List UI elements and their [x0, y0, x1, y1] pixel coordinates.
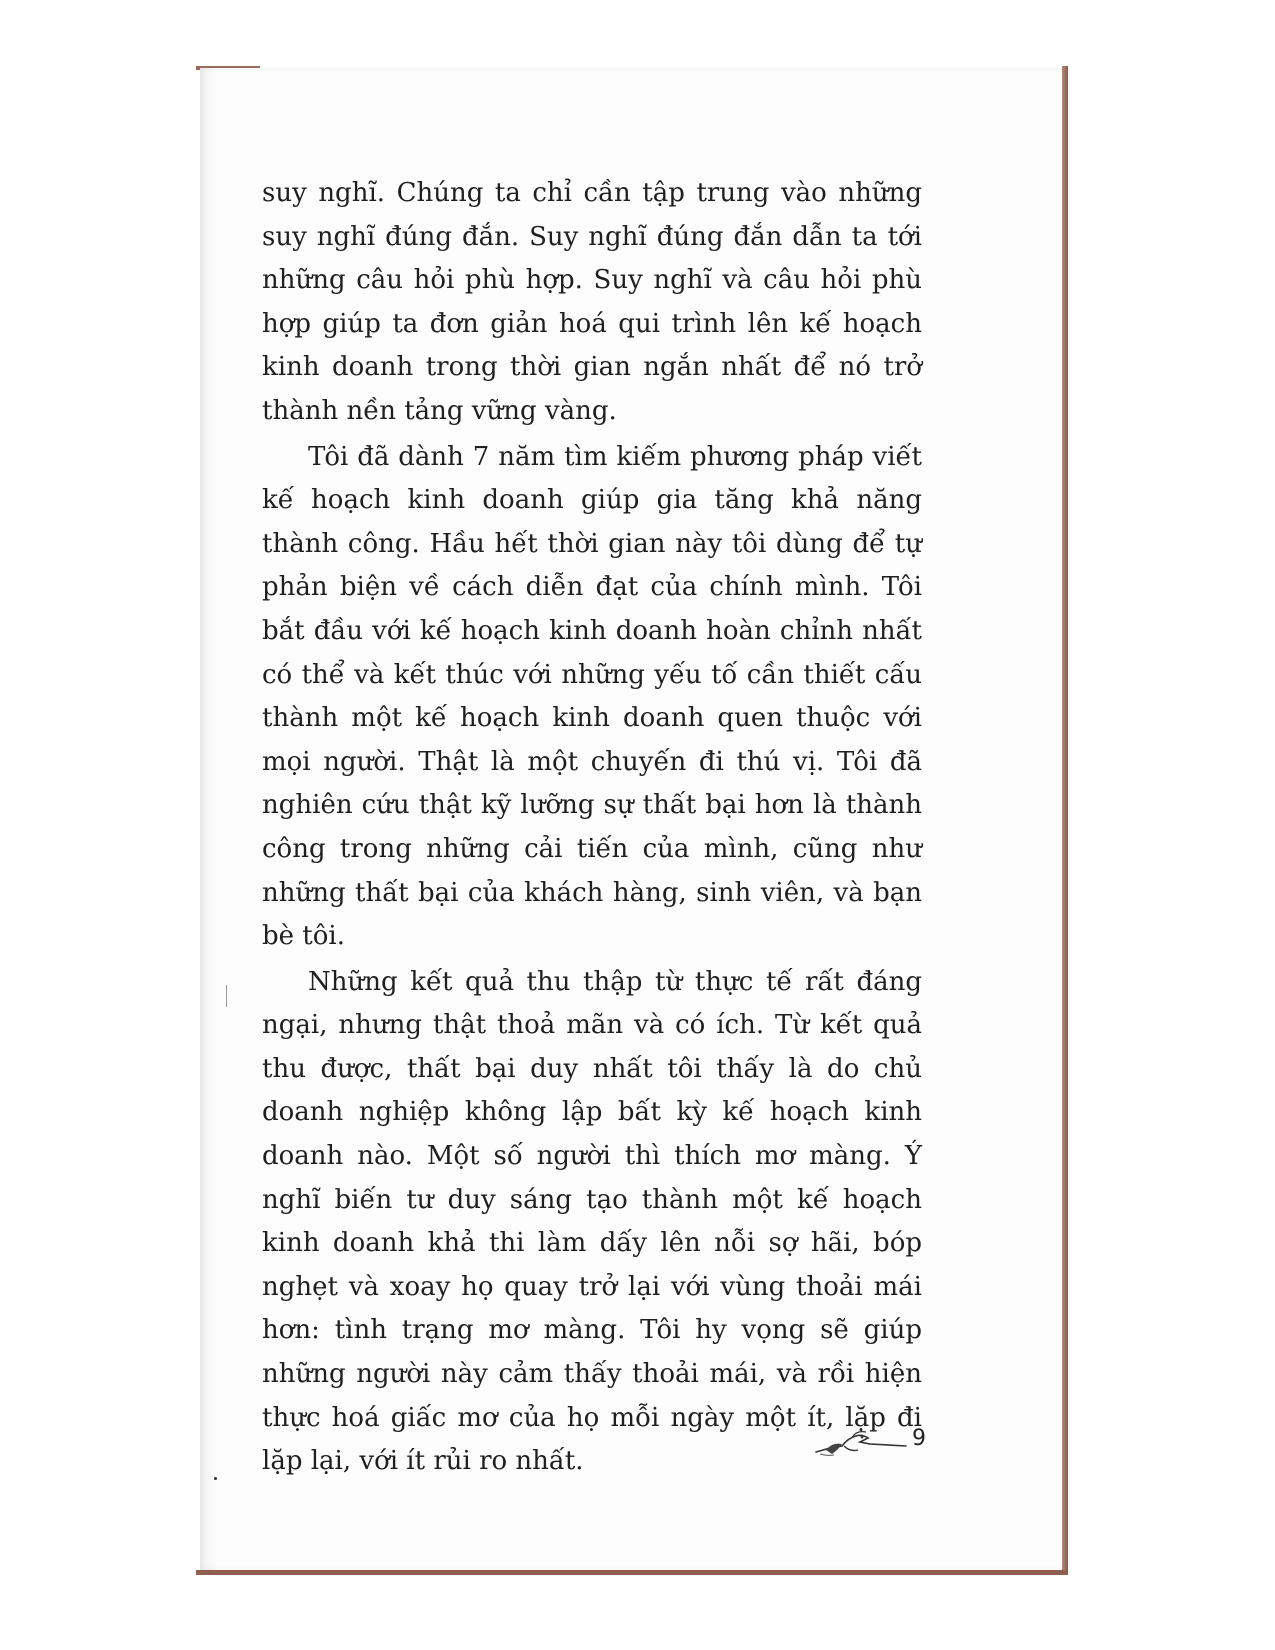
page-number: 9: [912, 1426, 926, 1451]
book-cover-edge-right: [1062, 66, 1068, 1574]
paragraph-3: Những kết quả thu thập từ thực tế rất đáng ngại, nhưng thật thoả mãn và có ích. Từ kết quả thu được, thất bại duy nhất tôi thấy là do chủ doanh nghiệp không lập bất kỳ kế hoạch kinh doanh nào. Một số người thì thích mơ màng. Ý nghĩ biến tư duy sáng tạo thành một kế hoạch kinh doanh khả thi làm dấy lên nỗi sợ hãi, bóp nghẹt và xoay họ quay trở lại với vùng thoải mái hơn: tình trạng mơ màng. Tôi hy vọng sẽ giúp những người này cảm thấy thoải mái, và rồi hiện thực hoá giấc mơ của họ mỗi ngày một ít, lặp đi lặp lại, với ít rủi ro nhất.: [262, 966, 922, 1477]
scan-speck: [214, 1477, 217, 1480]
paragraph-1: suy nghĩ. Chúng ta chỉ cần tập trung vào những suy nghĩ đúng đắn. Suy nghĩ đúng đắn dẫn ta tới những câu hỏi phù hợp. Suy nghĩ và câu hỏi phù hợp giúp ta đơn giản hoá qui trình lên kế hoạch kinh doanh trong thời gian ngắn nhất để nó trở thành nền tảng vững vàng.: [262, 178, 922, 426]
book-cover-edge-bottom: [196, 1570, 1068, 1575]
body-text: [262, 172, 922, 1484]
page-footer: [812, 1424, 932, 1460]
flying-bird-ornament-icon: [812, 1424, 908, 1460]
scan-mark: [226, 985, 227, 1007]
page-gutter-shadow: [200, 68, 218, 1570]
paragraph-2: Tôi đã dành 7 năm tìm kiếm phương pháp viết kế hoạch kinh doanh giúp gia tăng khả năng thành công. Hầu hết thời gian này tôi dùng để tự phản biện về cách diễn đạt của chính mình. Tôi bắt đầu với kế hoạch kinh doanh hoàn chỉnh nhất có thể và kết thúc với những yếu tố cần thiết cấu thành một kế hoạch kinh doanh quen thuộc với mọi người. Thật là một chuyến đi thú vị. Tôi đã nghiên cứu thật kỹ lưỡng sự thất bại hơn là thành công trong những cải tiến của mình, cũng như những thất bại của khách hàng, sinh viên, và bạn bè tôi.: [262, 441, 922, 952]
